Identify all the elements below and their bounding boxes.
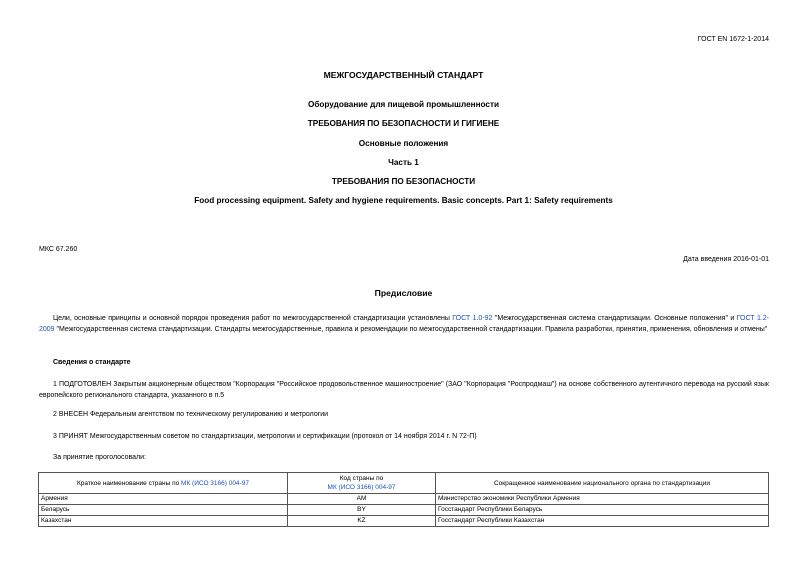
standard-type-title: МЕЖГОСУДАРСТВЕННЫЙ СТАНДАРТ xyxy=(323,70,484,80)
preface-heading: Предисловие xyxy=(374,288,433,298)
introduction-date: Дата введения 2016-01-01 xyxy=(683,256,769,263)
item-prepared: 1 ПОДГОТОВЛЕН Закрытым акционерным обществом "Корпорация "Российское продовольственное машиностроение" (ЗАО "Корпорация "Роспродмаш") на основе собственного аутентичного перевода на русский язык европейского регионального стандарта, указанного в п.5 xyxy=(39,381,769,400)
table-row xyxy=(39,505,769,516)
table-header-row xyxy=(39,473,769,494)
about-standard-heading: Сведения о стандарте xyxy=(53,359,131,366)
english-title: Food processing equipment. Safety and hygiene requirements. Basic concepts. Part 1: Safety requirements xyxy=(194,196,613,205)
code-cell: KZ xyxy=(288,516,436,527)
mks-code: МКС 67.260 xyxy=(39,246,78,253)
part-number: Часть 1 xyxy=(388,158,419,167)
country-cell: Казахстан xyxy=(39,516,288,527)
header-code-text: Код страны по xyxy=(339,475,384,482)
preface-text-b: "Межгосударственная система стандартизации. Основные положения" и xyxy=(492,315,737,322)
item-submitted: 2 ВНЕСЕН Федеральным агентством по техническому регулированию и метрологии xyxy=(53,411,329,418)
voted-for-label: За принятие проголосовали: xyxy=(53,454,146,461)
body-cell: Госстандарт Республики Казахстан xyxy=(436,516,769,527)
table-row xyxy=(39,516,769,527)
body-cell: Госстандарт Республики Беларусь xyxy=(436,505,769,516)
requirements-title: ТРЕБОВАНИЯ ПО БЕЗОПАСНОСТИ И ГИГИЕНЕ xyxy=(307,119,500,128)
voting-states-table xyxy=(38,472,769,527)
header-country-code xyxy=(288,473,436,494)
subject-title: Оборудование для пищевой промышленности xyxy=(307,100,500,109)
mk-iso-3166-link[interactable]: МК (ИСО 3166) 004-97 xyxy=(181,479,249,487)
basics-title: Основные положения xyxy=(358,139,449,148)
country-cell: Армения xyxy=(39,494,288,505)
code-cell: BY xyxy=(288,505,436,516)
part-title: ТРЕБОВАНИЯ ПО БЕЗОПАСНОСТИ xyxy=(331,177,476,186)
gost-1-2-2009-link[interactable]: ГОСТ 1.2-2009 xyxy=(39,315,770,334)
preface-text-c: "Межгосударственная система стандартизации. Стандарты межгосударственные, правила и рекомендации по межгосударственной стандартизации. Правила разработки, принятия, применения, обновления и отмены" xyxy=(54,326,768,334)
body-cell: Министерство экономики Республики Армения xyxy=(436,494,769,505)
mk-iso-3166-code-link[interactable]: МК (ИСО 3166) 004-97 xyxy=(327,484,396,491)
code-cell: AM xyxy=(288,494,436,505)
document-code: ГОСТ EN 1672-1-2014 xyxy=(697,36,769,43)
preface-paragraph xyxy=(39,313,769,336)
header-country-name xyxy=(39,473,288,494)
preface-text-a: Цели, основные принципы и основной порядок проведения работ по межгосударственной стандартизации установлены xyxy=(53,315,453,322)
header-country-text: Краткое наименование страны по xyxy=(77,479,182,487)
country-cell: Беларусь xyxy=(39,505,288,516)
table-row xyxy=(39,494,769,505)
item-adopted: 3 ПРИНЯТ Межгосударственным советом по стандартизации, метрологии и сертификации (протокол от 14 ноября 2014 г. N 72-П) xyxy=(53,433,477,440)
gost-1-0-92-link[interactable]: ГОСТ 1.0-92 xyxy=(452,315,493,322)
header-standards-body: Сокращенное наименование национального органа по стандартизации xyxy=(436,473,769,494)
